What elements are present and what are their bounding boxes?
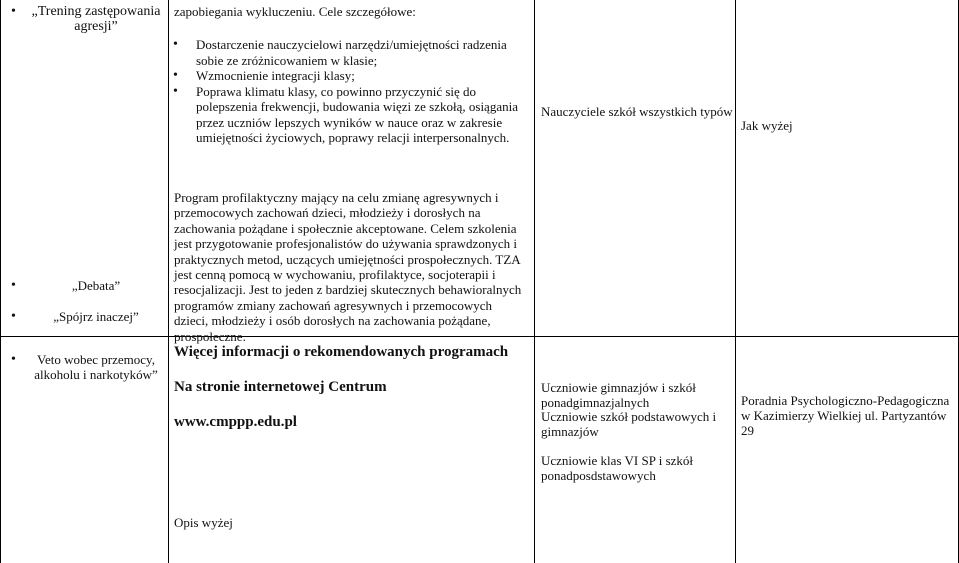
bullet-marker: • bbox=[11, 309, 16, 324]
bullet-marker: • bbox=[11, 278, 16, 293]
same-as-above: Jak wyżej bbox=[741, 118, 793, 133]
intro-text: zapobiegania wykluczeniu. Cele szczegółowe: bbox=[174, 4, 416, 19]
program-name-cell bbox=[11, 4, 162, 34]
bullet-marker: • bbox=[11, 4, 16, 19]
website-link[interactable]: www.cmppp.edu.pl bbox=[174, 414, 297, 430]
description-note: Opis wyżej bbox=[174, 515, 233, 530]
program-name: Veto wobec przemocy, alkoholu i narkotyków” bbox=[34, 352, 158, 382]
program-name-cell bbox=[11, 309, 162, 324]
program-name: „Trening zastępowania agresji” bbox=[31, 4, 161, 34]
website-line: Na stronie internetowej Centrum bbox=[174, 379, 387, 395]
list-item: • Poprawa klimatu klasy, co powinno przyczynić się do polepszenia frekwencji, budowania więzi ze szkołą, osiągania przez uczniów lepszych wyników w nauce oraz w zakresie umiejętności życiowych, poprawy relacji interpersonalnych. bbox=[173, 84, 526, 146]
list-item: • Dostarczenie nauczycielowi narzędzi/umiejętności radzenia sobie ze zróżnicowaniem w klasie; bbox=[173, 37, 526, 68]
column-divider bbox=[735, 0, 736, 563]
column-divider bbox=[0, 0, 1, 563]
target-group: Uczniowie klas VI SP i szkół ponadposdstawowych bbox=[541, 453, 694, 483]
goals-list bbox=[196, 37, 526, 146]
target-group: Nauczyciele szkół wszystkich typów bbox=[541, 104, 733, 119]
program-name-cell bbox=[11, 278, 162, 293]
program-name-cell bbox=[11, 352, 162, 382]
program-name: „Spójrz inaczej” bbox=[53, 309, 139, 324]
bullet-marker: • bbox=[11, 352, 16, 367]
more-info-heading: Więcej informacji o rekomendowanych programach bbox=[174, 344, 509, 360]
program-name: „Debata” bbox=[71, 278, 121, 293]
contact-institution: Poradnia Psychologiczno-Pedagogiczna w Kazimierzy Wielkiej ul. Partyzantów 29 bbox=[741, 393, 950, 438]
column-divider bbox=[534, 0, 535, 563]
program-description: Program profilaktyczny mający na celu zmianę agresywnych i przemocowych zachowań dzieci, młodzieży i dorosłych na zachowania pożądane i społecznie akceptowane. Celem szkolenia jest przygotowanie profesjonalistów do używania sprawdzonych i praktycznych metod, uczących umiejętności prospołecznych. TZA jest cenną pomocą w wychowaniu, profilaktyce, socjoterapii i resocjalizacji. Jest to jeden z bardziej skutecznych behawioralnych programów zmiany zachowań agresywnych i przemocowych dzieci, młodzieży i osób dorosłych na zachowania pożądane, prospołeczne. bbox=[174, 190, 522, 344]
column-divider bbox=[168, 0, 169, 563]
target-group: Uczniowie gimnazjów i szkół ponadgimnazjalnych bbox=[541, 380, 696, 410]
list-item: • Wzmocnienie integracji klasy; bbox=[173, 68, 526, 84]
target-group: Uczniowie szkół podstawowych i gimnazjów bbox=[541, 409, 717, 439]
